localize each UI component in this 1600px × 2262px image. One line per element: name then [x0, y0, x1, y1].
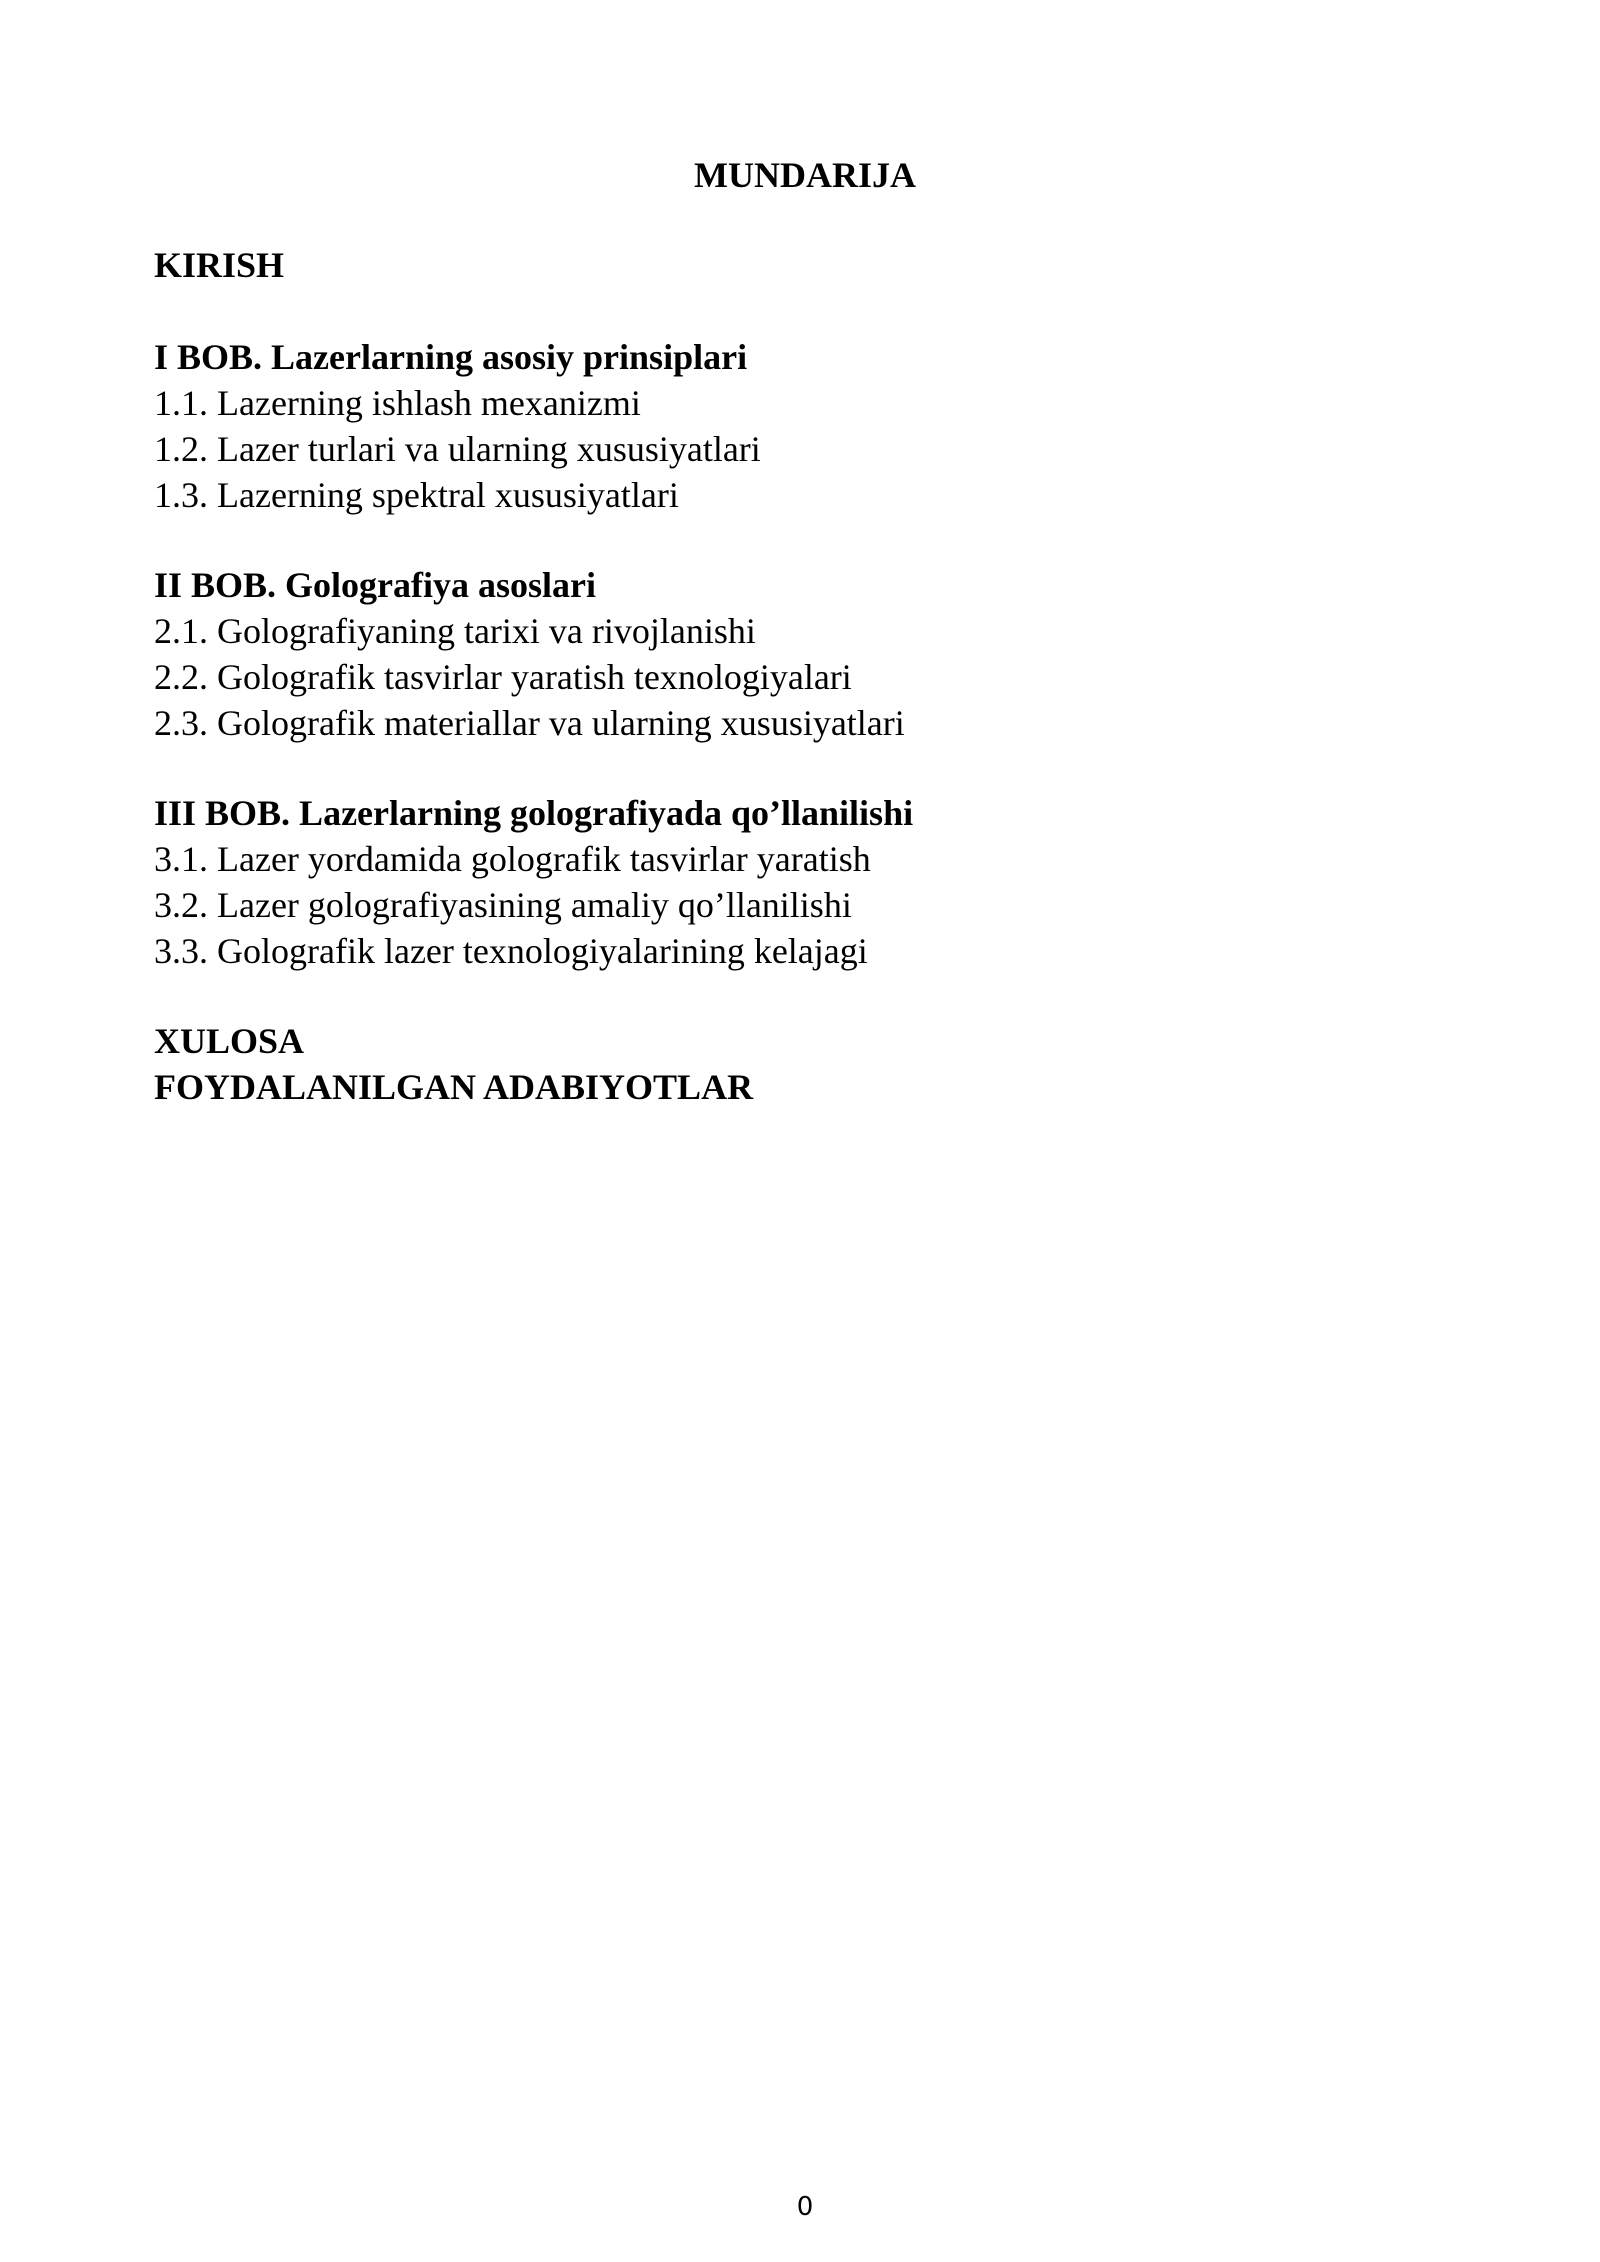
chapter-2-heading: II BOB. Golografiya asoslari — [154, 565, 597, 605]
section-1-2: 1.2. Lazer turlari va ularning xususiyatlari — [154, 429, 761, 469]
toc-ending — [154, 1018, 1454, 1110]
section-2-3: 2.3. Golografik materiallar va ularning xususiyatlari — [154, 703, 905, 743]
toc-intro — [154, 242, 1454, 288]
page-number: 0 — [796, 2192, 814, 2222]
toc-chapter-1 — [154, 334, 1454, 518]
toc-chapter-2 — [154, 562, 1454, 746]
chapter-3-heading: III BOB. Lazerlarning golografiyada qo’llanilishi — [154, 793, 914, 833]
toc-conclusion: XULOSA — [154, 1021, 305, 1061]
section-3-3: 3.3. Golografik lazer texnologiyalarining kelajagi — [154, 931, 868, 971]
section-3-1: 3.1. Lazer yordamida golografik tasvirlar yaratish — [154, 839, 871, 879]
section-2-2: 2.2. Golografik tasvirlar yaratish texnologiyalari — [154, 657, 852, 697]
page-title: MUNDARIJA — [694, 155, 916, 195]
section-1-3: 1.3. Lazerning spektral xususiyatlari — [154, 475, 679, 515]
toc-introduction: KIRISH — [154, 245, 285, 285]
section-2-1: 2.1. Golografiyaning tarixi va rivojlanishi — [154, 611, 756, 651]
toc-references: FOYDALANILGAN ADABIYOTLAR — [154, 1067, 754, 1107]
section-1-1: 1.1. Lazerning ishlash mexanizmi — [154, 383, 641, 423]
chapter-1-heading: I BOB. Lazerlarning asosiy prinsiplari — [154, 337, 748, 377]
section-3-2: 3.2. Lazer golografiyasining amaliy qo’llanilishi — [154, 885, 852, 925]
toc-chapter-3 — [154, 790, 1454, 974]
